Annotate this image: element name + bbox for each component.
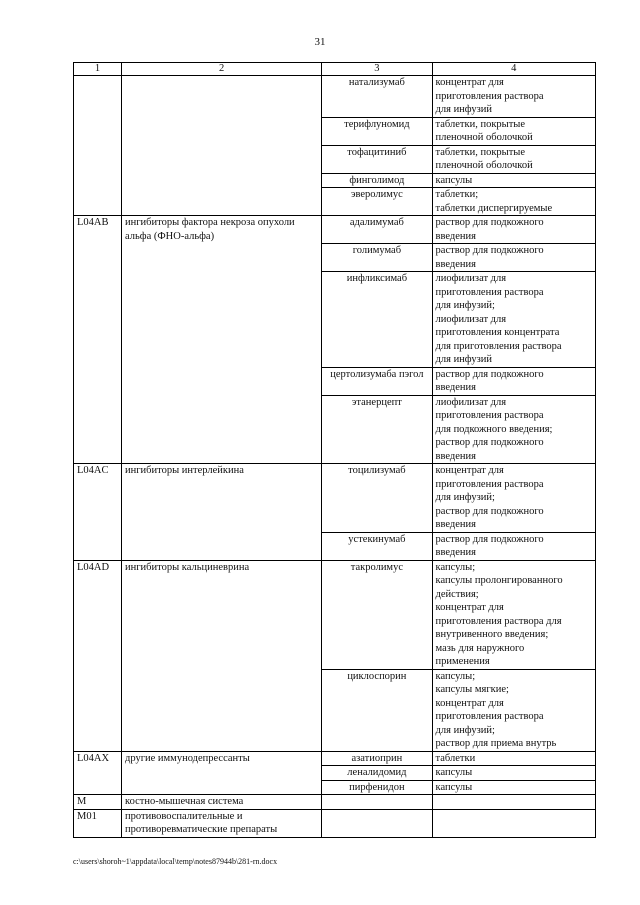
dosage-form-line: капсулы xyxy=(435,174,473,186)
dosage-form-cell xyxy=(432,464,595,533)
table-row xyxy=(74,560,596,669)
drug-name-cell: адалимумаб xyxy=(322,216,432,244)
table-row xyxy=(74,751,596,766)
drug-name-cell: цертолизумаба пэгол xyxy=(322,367,432,395)
drug-name-cell: терифлуномид xyxy=(322,117,432,145)
dosage-form-line: раствор для приема внутрь xyxy=(435,738,557,749)
dosage-form-line: концентрат для xyxy=(435,602,504,613)
dosage-form-line: таблетки; xyxy=(435,189,479,200)
column-header: 4 xyxy=(432,63,595,76)
dosage-form-line: для приготовления раствора xyxy=(435,340,562,352)
dosage-form-line: внутривенного введения; xyxy=(435,629,549,640)
group-description-cell xyxy=(122,76,322,216)
drug-name-cell: леналидомид xyxy=(322,766,432,781)
dosage-form-line: лиофилизат для xyxy=(435,313,507,325)
dosage-form-line: капсулы xyxy=(435,767,473,778)
group-description-cell: другие иммунодепрессанты xyxy=(122,751,322,795)
dosage-form-cell xyxy=(432,532,595,560)
atc-code-cell: M xyxy=(74,795,122,810)
group-description-cell: костно-мышечная система xyxy=(122,795,322,810)
dosage-form-line: концентрат для xyxy=(435,77,504,88)
dosage-form-line: таблетки, покрытые xyxy=(435,118,526,130)
dosage-form-line: лиофилизат для xyxy=(435,273,507,284)
page-number: 31 xyxy=(314,36,326,48)
group-description-cell: ингибиторы интерлейкина xyxy=(122,464,322,561)
dosage-form-cell xyxy=(432,216,595,244)
dosage-form-line: введения xyxy=(435,519,476,530)
dosage-form-line: капсулы xyxy=(435,781,473,793)
drug-name-cell: этанерцепт xyxy=(322,395,432,464)
dosage-form-line: введения xyxy=(435,547,476,558)
dosage-form-line: пленочной оболочкой xyxy=(435,160,533,171)
dosage-form-cell xyxy=(432,272,595,368)
dosage-form-line: приготовления раствора xyxy=(435,711,544,722)
column-header: 2 xyxy=(122,63,322,76)
table-row xyxy=(74,216,596,244)
drug-name-cell: циклоспорин xyxy=(322,669,432,751)
dosage-form-line: таблетки xyxy=(435,752,476,764)
atc-code-cell: L04AD xyxy=(74,560,122,751)
atc-code-cell: M01 xyxy=(74,809,122,837)
drug-name-cell xyxy=(322,809,432,837)
drug-name-cell: инфликсимаб xyxy=(322,272,432,368)
dosage-form-line: для инфузий xyxy=(435,104,492,115)
drug-name-cell: голимумаб xyxy=(322,244,432,272)
table-row xyxy=(74,795,596,810)
table-body xyxy=(74,76,596,838)
atc-code-cell: L04AC xyxy=(74,464,122,561)
dosage-form-line: раствор для подкожного xyxy=(435,368,544,380)
atc-code-cell: L04AX xyxy=(74,751,122,795)
dosage-form-line: введения xyxy=(435,450,476,462)
dosage-form-cell xyxy=(432,76,595,118)
dosage-form-cell xyxy=(432,669,595,751)
dosage-form-line: капсулы мягкие; xyxy=(435,684,509,695)
dosage-form-line: приготовления раствора xyxy=(435,410,544,421)
dosage-form-line: для инфузий xyxy=(435,354,492,365)
dosage-form-cell xyxy=(432,367,595,395)
drug-name-cell: такролимус xyxy=(322,560,432,669)
dosage-form-cell xyxy=(432,780,595,795)
drug-name-cell: тоцилизумаб xyxy=(322,464,432,533)
dosage-form-cell xyxy=(432,560,595,669)
table-row xyxy=(74,464,596,533)
dosage-form-cell xyxy=(432,766,595,781)
column-header: 1 xyxy=(74,63,122,76)
dosage-form-line: приготовления раствора xyxy=(435,90,544,102)
dosage-form-line: действия; xyxy=(435,588,479,600)
dosage-form-cell xyxy=(432,244,595,272)
dosage-form-cell xyxy=(432,145,595,173)
dosage-form-line: раствор для подкожного xyxy=(435,245,544,256)
dosage-form-line: капсулы; xyxy=(435,670,476,682)
table-header-row xyxy=(74,63,596,76)
dosage-form-line: применения xyxy=(435,656,490,667)
dosage-form-line: приготовления раствора для xyxy=(435,615,562,627)
drug-name-cell: тофацитиниб xyxy=(322,145,432,173)
dosage-form-line: приготовления концентрата xyxy=(435,327,560,338)
dosage-form-line: для инфузий; xyxy=(435,492,495,503)
group-description-cell: ингибиторы фактора некроза опухоли альфа (ФНО-альфа) xyxy=(122,216,322,464)
dosage-form-line: приготовления раствора xyxy=(435,478,544,490)
dosage-form-cell xyxy=(432,173,595,188)
dosage-form-line: таблетки диспергируемые xyxy=(435,202,553,214)
drug-name-cell xyxy=(322,795,432,810)
dosage-form-line: раствор для подкожного xyxy=(435,217,544,228)
table-row xyxy=(74,76,596,118)
dosage-form-line: раствор для подкожного xyxy=(435,533,544,545)
dosage-form-line: приготовления раствора xyxy=(435,286,544,298)
dosage-form-cell xyxy=(432,795,595,810)
dosage-form-line: для инфузий; xyxy=(435,300,495,311)
dosage-form-cell xyxy=(432,117,595,145)
dosage-form-line: для инфузий; xyxy=(435,724,495,736)
column-header: 3 xyxy=(322,63,432,76)
dosage-form-line: введения xyxy=(435,230,476,242)
group-description-cell: противовоспалительные и противоревматические препараты xyxy=(122,809,322,837)
dosage-form-line: лиофилизат для xyxy=(435,396,507,408)
drug-name-cell: финголимод xyxy=(322,173,432,188)
dosage-form-line: капсулы пролонгированного xyxy=(435,575,563,586)
dosage-form-line: раствор для подкожного xyxy=(435,437,544,448)
drug-name-cell: пирфенидон xyxy=(322,780,432,795)
dosage-form-line: таблетки, покрытые xyxy=(435,146,526,158)
dosage-form-line: мазь для наружного xyxy=(435,642,525,654)
group-description-cell: ингибиторы кальциневрина xyxy=(122,560,322,751)
dosage-form-cell xyxy=(432,751,595,766)
dosage-form-cell xyxy=(432,809,595,837)
dosage-form-line: капсулы; xyxy=(435,561,476,573)
dosage-form-cell xyxy=(432,188,595,216)
drug-table xyxy=(73,62,596,838)
dosage-form-line: введения xyxy=(435,382,476,393)
atc-code-cell: L04AB xyxy=(74,216,122,464)
table-row xyxy=(74,809,596,837)
dosage-form-cell xyxy=(432,395,595,464)
dosage-form-line: концентрат для xyxy=(435,697,504,709)
dosage-form-line: пленочной оболочкой xyxy=(435,132,533,143)
drug-name-cell: эверолимус xyxy=(322,188,432,216)
dosage-form-line: концентрат для xyxy=(435,465,504,476)
drug-name-cell: азатиоприн xyxy=(322,751,432,766)
footer-file-path: c:\users\shoroh~1\appdata\local\temp\notes87944b\281-rn.docx xyxy=(73,857,278,866)
dosage-form-line: введения xyxy=(435,258,476,270)
drug-name-cell: устекинумаб xyxy=(322,532,432,560)
drug-name-cell: натализумаб xyxy=(322,76,432,118)
dosage-form-line: для подкожного введения; xyxy=(435,423,553,435)
dosage-form-line: раствор для подкожного xyxy=(435,505,544,517)
atc-code-cell xyxy=(74,76,122,216)
